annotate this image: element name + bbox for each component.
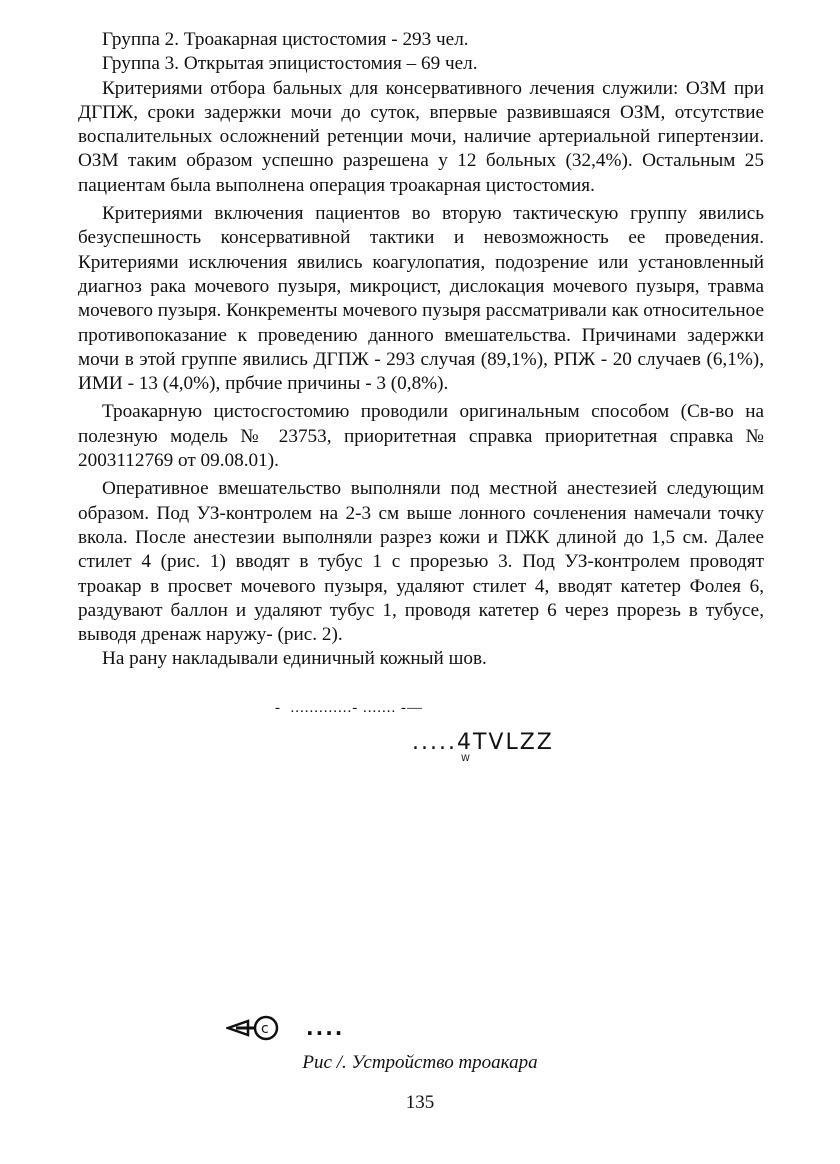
figure-artifact-line: - .............- ....... -— (275, 700, 423, 716)
svg-text:c: c (261, 1021, 269, 1037)
paragraph-group-2: Группа 2. Троакарная цистостомия - 293 чел. (102, 29, 469, 50)
trocar-figure (226, 1014, 344, 1042)
paragraph-suture: На рану накладывали единичный кожный шов. (102, 648, 487, 670)
page-number: 135 (405, 1092, 435, 1113)
body-text (78, 28, 764, 672)
figure-artifact-code: .....4TVLZZ (412, 730, 554, 755)
figure-caption: Рис /. Устройство троакара (302, 1052, 538, 1073)
trocar-tip-icon (226, 1014, 280, 1042)
paragraph-inclusion-criteria: Критериями включения пациентов во вторую тактическую группу явились безуспешность консервативной тактики и невозможность ее проведения. Критериями исключения явились коагулопатия, подозрение или установленный диагноз рака мочевого пузыря, микроцист, дислокация мочевого пузыря, травма мочевого пузыря. Конкременты мочевого пузыря рассматривали как относительное противопоказание к проведению данного вмешательства. Причинами задержки мочи в этой группе явились ДГПЖ - 293 случая (89,1%), РПЖ - 20 случаев (6,1%), ИМИ - 13 (4,0%), прбчие причины - 3 (0,8%). (78, 203, 764, 395)
paragraph-method: Троакарную цистосгостомию проводили оригинальным способом (Св-во на полезную модель № 23753, приоритетная справка приоритетная справка № 2003112769 от 09.08.01). (78, 401, 764, 472)
paragraph-procedure: Оперативное вмешательство выполняли под местной анестезией следующим образом. Под УЗ-контролем на 2-3 см выше лонного сочленения намечали точку вкола. После анестезии выполняли разрез кожи и ПЖК длиной до 1,5 см. Далее стилет 4 (рис. 1) вводят в тубус 1 с прорезью 3. Под УЗ-контролем проводят троакар в просвет мочевого пузыря, удаляют стилет 4, вводят катетер Фолея 6, раздувают баллон и удаляют тубус 1, проводя катетер 6 через прорезь в тубусе, выводя дренаж наружу- (рис. 2). (78, 478, 764, 646)
figure-artifact-sub: W (461, 754, 470, 764)
figure-dots: .... (306, 1016, 345, 1040)
paragraph-group-3: Группа 3. Открытая эпицистостомия – 69 чел. (102, 53, 478, 75)
paragraph-selection-criteria: Критериями отбора бальных для консервативного лечения служили: ОЗМ при ДГПЖ, сроки задержки мочи до суток, впервые развившаяся ОЗМ, отсутствие воспалительных осложнений ретенции мочи, наличие артериальной гипертензии. ОЗМ таким образом успешно разрешена у 12 больных (32,4%). Остальным 25 пациентам была выполнена операция троакарная цистостомия. (78, 77, 764, 196)
